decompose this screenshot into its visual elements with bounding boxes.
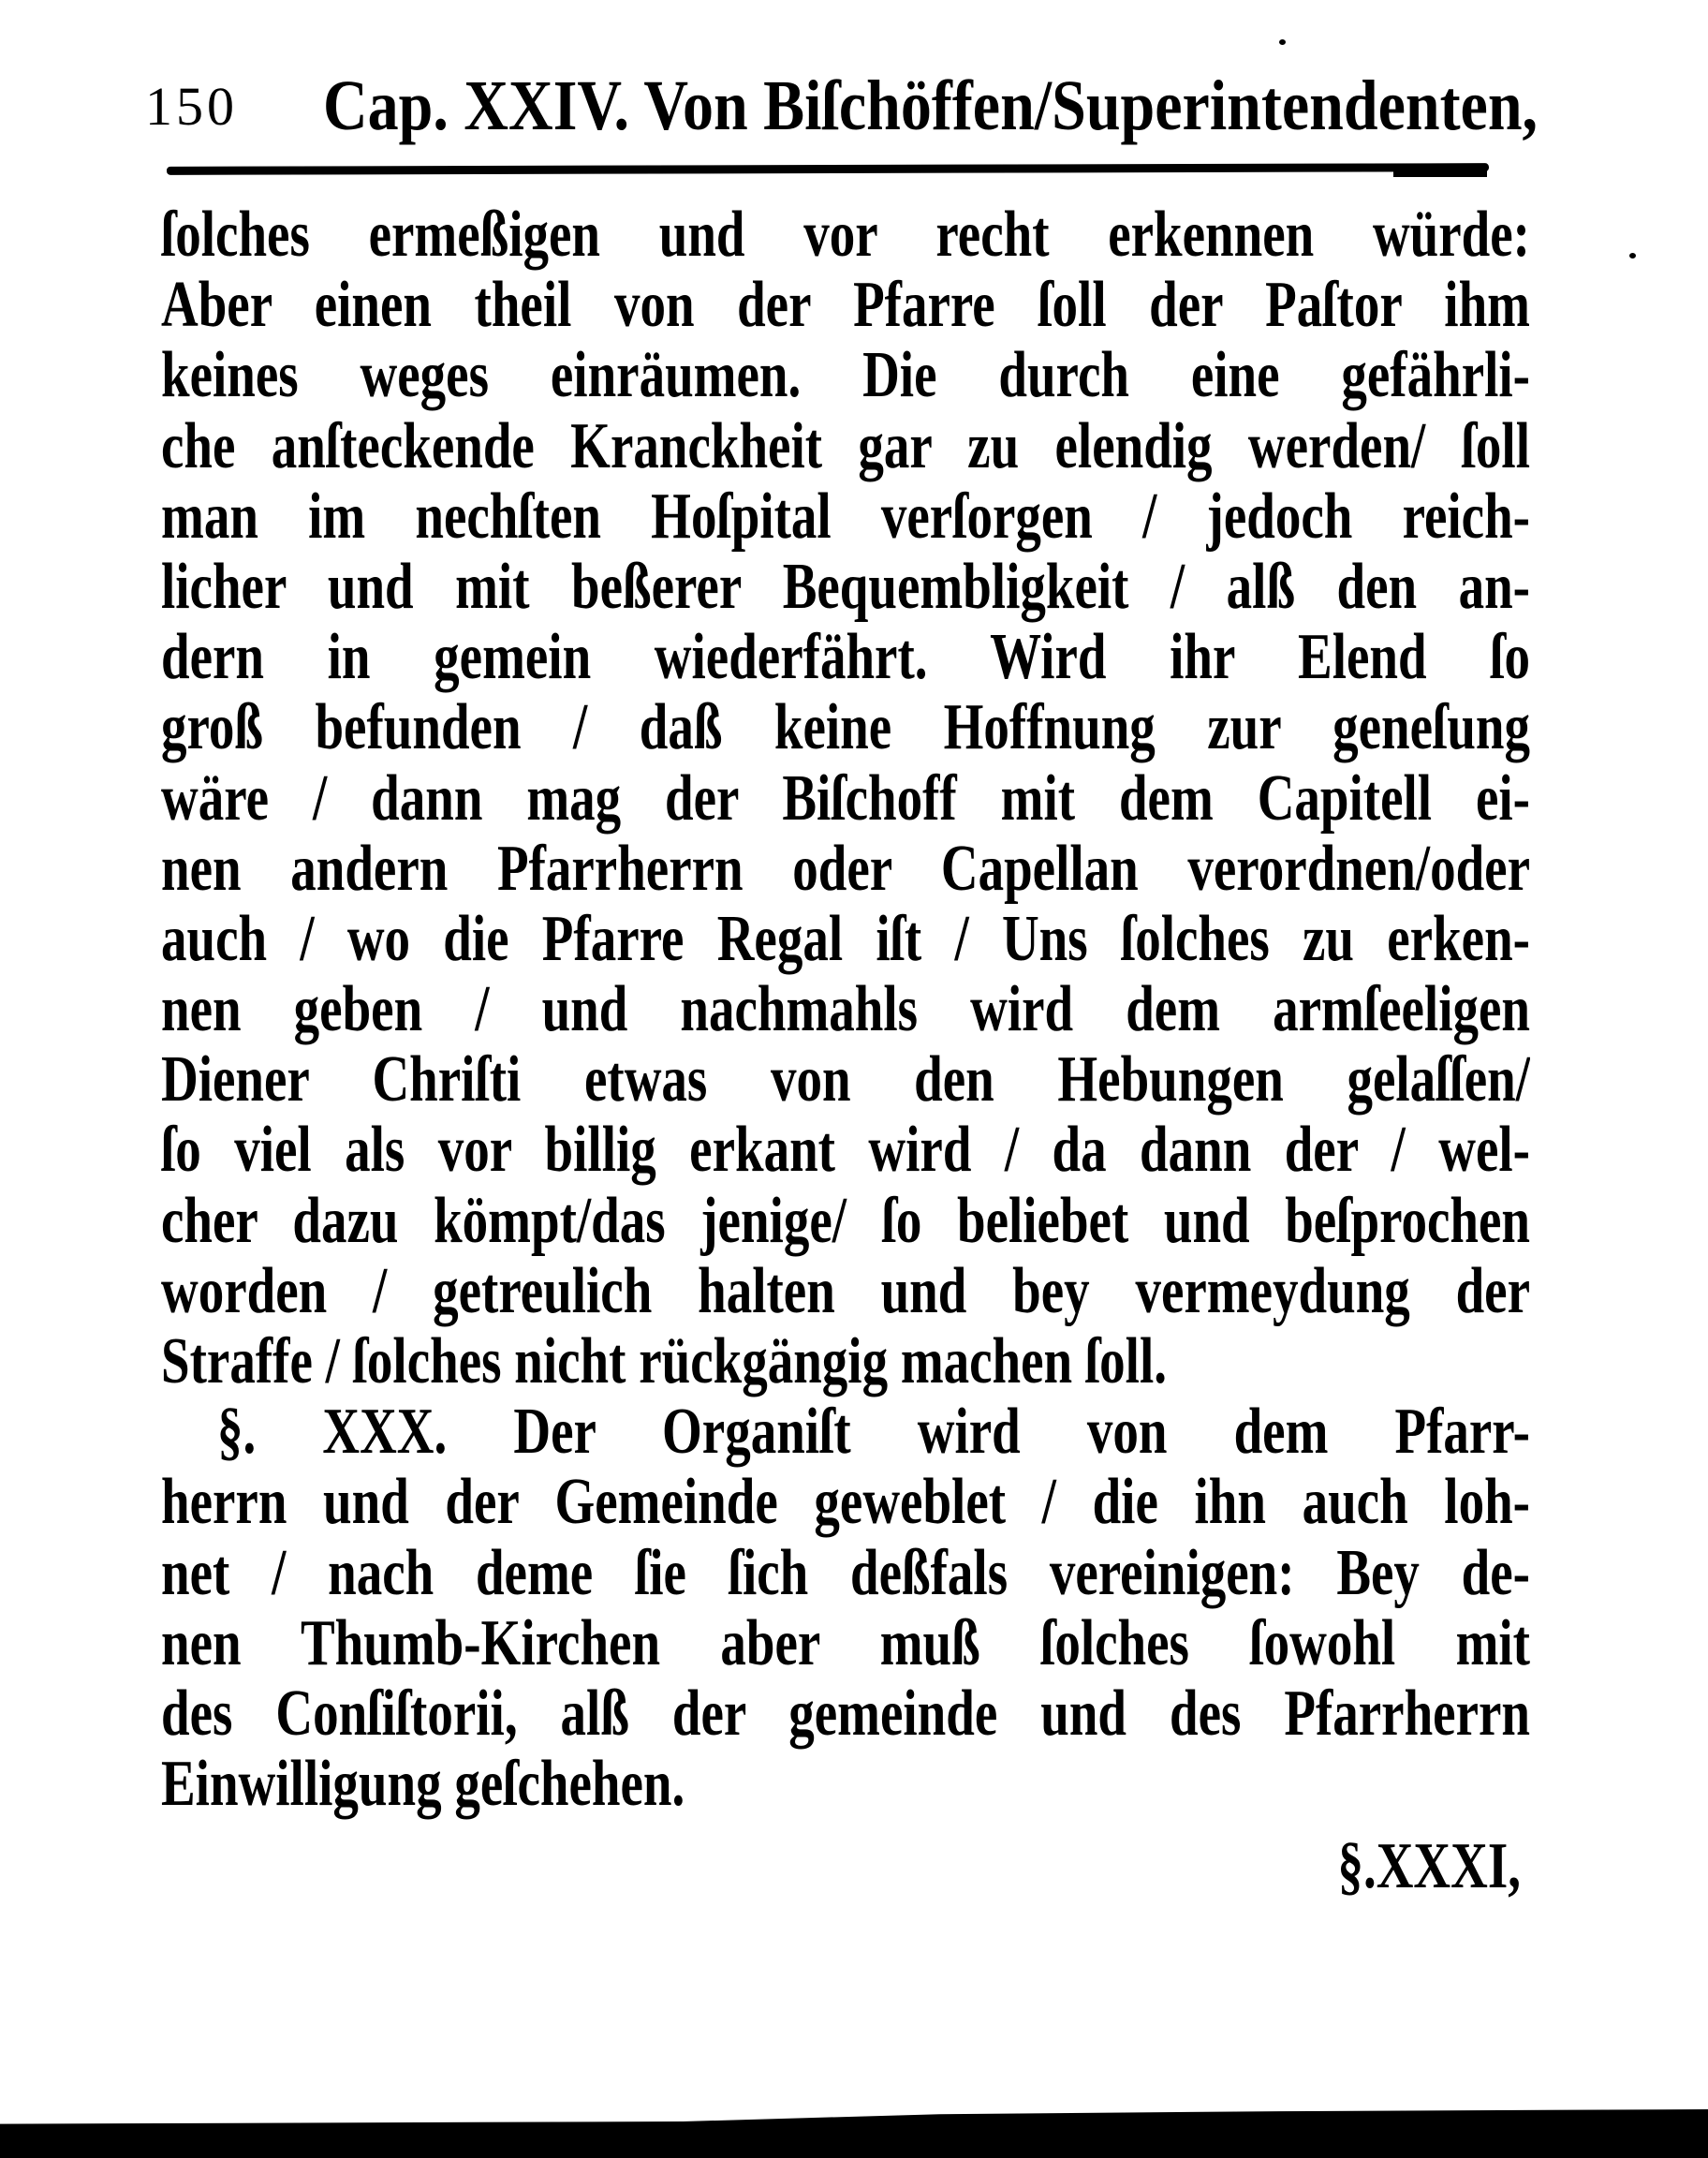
text-line: nen geben / und nachmahls wird dem armſeeligen [161, 971, 1530, 1045]
header-rule [167, 163, 1489, 175]
text-line: cher dazu kömpt/das jenige/ ſo beliebet und beſprochen [161, 1183, 1530, 1257]
header-rule-segment [1393, 170, 1487, 177]
catchword: §.XXXI, [1337, 1828, 1521, 1902]
text-line: groß befunden / daß keine Hoffnung zur geneſung [161, 689, 1530, 763]
text-line: Einwilligung geſchehen. [161, 1746, 685, 1820]
text-line: nen Thumb-Kirchen aber muß ſolches ſowohl mit [161, 1605, 1530, 1679]
text-line: des Conſiſtorii, alß der gemeinde und des Pfarrherrn [161, 1676, 1530, 1750]
text-line: Diener Chriſti etwas von den Hebungen gelaſſen/ [161, 1042, 1530, 1116]
text-line: Aber einen theil von der Pfarre ſoll der Paſtor ihm [161, 267, 1530, 341]
text-line: ſolches ermeßigen und vor recht erkennen würde: [161, 197, 1530, 271]
text-line: auch / wo die Pfarre Regal iſt / Uns ſolches zu erken- [161, 901, 1530, 975]
section-heading-line: §. XXX. Der Organiſt wird von dem Pfarr- [217, 1394, 1530, 1468]
text-line: worden / getreulich halten und bey vermeydung der [161, 1253, 1530, 1327]
text-line: che anſteckende Kranckheit gar zu elendig werden/ ſoll [161, 407, 1530, 482]
body-text [161, 199, 1530, 1818]
running-header [140, 58, 1539, 146]
chapter-title: Cap. XXIV. Von Biſchöffen/Superintendenten, [323, 67, 1539, 146]
text-line: herrn und der Gemeinde geweblet / die ihn auch loh- [161, 1464, 1530, 1538]
scan-edge-band [0, 2109, 1708, 2158]
text-line: dern in gemein wiederfährt. Wird ihr Elend ſo [161, 619, 1530, 693]
ink-speck [1629, 253, 1636, 259]
text-line: man im nechſten Hoſpital verſorgen / jedoch reich- [161, 479, 1530, 553]
text-line: licher und mit beßerer Bequembligkeit / alß den an- [161, 549, 1530, 623]
page-number: 150 [145, 76, 238, 137]
ink-speck [1279, 39, 1286, 45]
text-line: keines weges einräumen. Die durch eine gefährli- [161, 337, 1530, 411]
text-line: wäre / dann mag der Biſchoff mit dem Capitell ei- [161, 760, 1530, 835]
text-line: nen andern Pfarrherrn oder Capellan verordnen/oder [161, 831, 1530, 905]
text-line: Straffe / ſolches nicht rückgängig machen ſoll. [161, 1323, 1167, 1397]
text-line: net / nach deme ſie ſich deßfals vereinigen: Bey de- [161, 1534, 1530, 1609]
text-line: ſo viel als vor billig erkant wird / da dann der / wel- [161, 1112, 1530, 1186]
